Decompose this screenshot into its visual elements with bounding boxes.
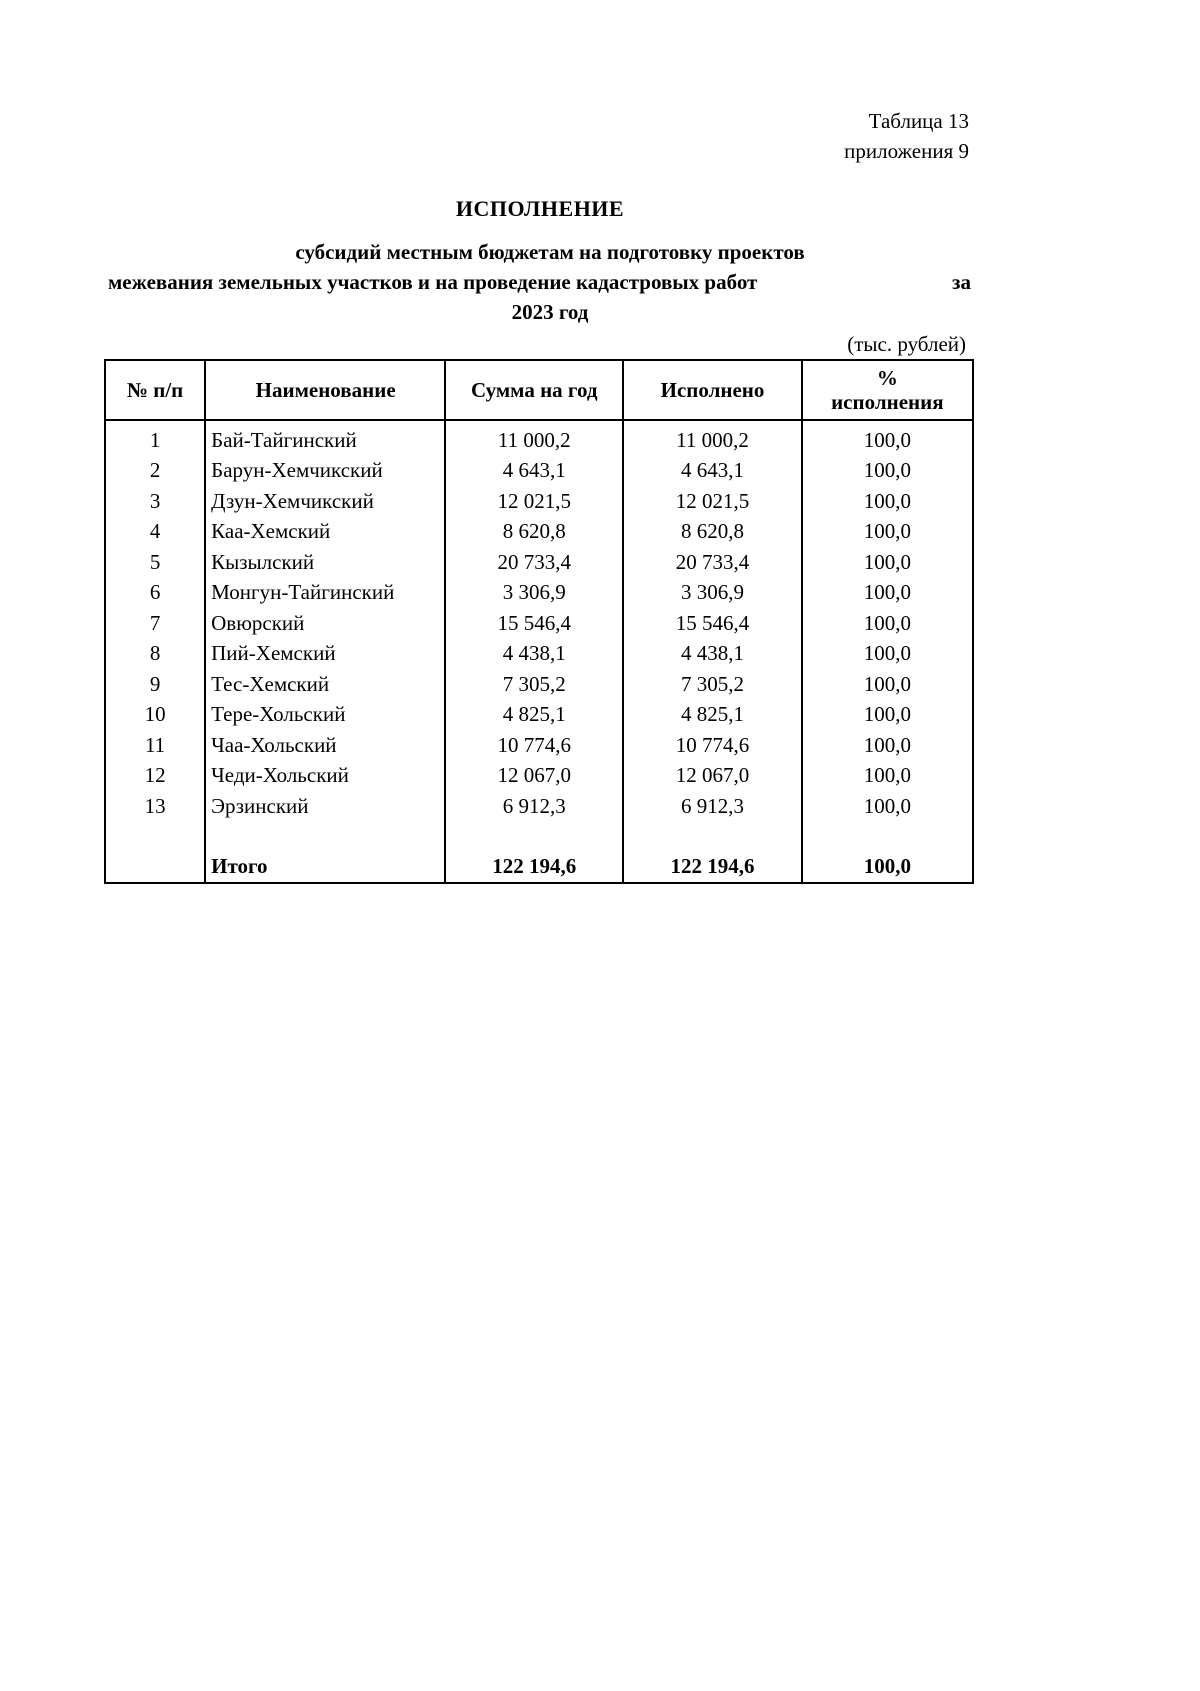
row-done: 7 305,2 [623,669,801,700]
row-done: 12 067,0 [623,761,801,792]
row-sum: 12 067,0 [445,761,623,792]
row-name: Овюрский [205,608,445,639]
row-sum: 4 643,1 [445,456,623,487]
header-number: № п/п [105,360,205,420]
row-done: 12 021,5 [623,486,801,517]
row-number: 2 [105,456,205,487]
row-done: 4 438,1 [623,639,801,670]
table-row [105,639,973,670]
row-done: 11 000,2 [623,420,801,456]
row-percent: 100,0 [802,669,973,700]
total-label: Итого [205,852,445,883]
row-number: 12 [105,761,205,792]
table-row [105,578,973,609]
row-percent: 100,0 [802,791,973,822]
header-percent [802,360,973,420]
row-sum: 3 306,9 [445,578,623,609]
subtitle-za: за [952,270,971,294]
table-row [105,420,973,456]
row-number: 6 [105,578,205,609]
table-spacer-row [105,822,973,852]
table-row [105,669,973,700]
row-name: Эрзинский [205,791,445,822]
execution-table [104,359,974,884]
table-total-row [105,852,973,883]
table-row [105,761,973,792]
header-sum: Сумма на год [445,360,623,420]
row-sum: 10 774,6 [445,730,623,761]
spacer-cell [445,822,623,852]
row-number: 4 [105,517,205,548]
row-number: 3 [105,486,205,517]
row-done: 4 825,1 [623,700,801,731]
row-sum: 11 000,2 [445,420,623,456]
row-sum: 4 438,1 [445,639,623,670]
header-name: Наименование [205,360,445,420]
row-name: Барун-Хемчикский [205,456,445,487]
row-percent: 100,0 [802,608,973,639]
table-body [105,420,973,883]
row-name: Кызылский [205,547,445,578]
document-title: ИСПОЛНЕНИЕ [455,196,625,221]
total-sum: 122 194,6 [445,852,623,883]
row-percent: 100,0 [802,578,973,609]
table-number: Таблица 13 [868,109,969,133]
row-done: 8 620,8 [623,517,801,548]
row-number: 8 [105,639,205,670]
document-subtitle-line1: субсидий местным бюджетам на подготовку проектов [295,240,805,264]
row-done: 3 306,9 [623,578,801,609]
table-row [105,547,973,578]
row-percent: 100,0 [802,547,973,578]
header-done: Исполнено [623,360,801,420]
document-reference [844,106,969,166]
table-row [105,700,973,731]
table-header-row [105,360,973,420]
table-row [105,608,973,639]
row-percent: 100,0 [802,517,973,548]
row-name: Пий-Хемский [205,639,445,670]
row-percent: 100,0 [802,486,973,517]
total-percent: 100,0 [802,852,973,883]
row-sum: 12 021,5 [445,486,623,517]
row-name: Дзун-Хемчикский [205,486,445,517]
appendix-number: приложения 9 [844,139,969,163]
row-percent: 100,0 [802,456,973,487]
row-percent: 100,0 [802,761,973,792]
table-row [105,517,973,548]
row-sum: 7 305,2 [445,669,623,700]
row-number: 13 [105,791,205,822]
row-percent: 100,0 [802,700,973,731]
unit-label: (тыс. рублей) [847,332,966,356]
row-name: Тере-Хольский [205,700,445,731]
row-done: 20 733,4 [623,547,801,578]
spacer-cell [205,822,445,852]
row-done: 10 774,6 [623,730,801,761]
row-number: 7 [105,608,205,639]
row-number: 10 [105,700,205,731]
table-row [105,486,973,517]
row-percent: 100,0 [802,420,973,456]
table-row [105,791,973,822]
row-done: 15 546,4 [623,608,801,639]
row-sum: 15 546,4 [445,608,623,639]
spacer-cell [105,822,205,852]
total-number [105,852,205,883]
row-number: 9 [105,669,205,700]
header-percent-sign: % [876,366,898,390]
row-percent: 100,0 [802,730,973,761]
row-number: 1 [105,420,205,456]
row-sum: 8 620,8 [445,517,623,548]
table-row [105,456,973,487]
row-name: Каа-Хемский [205,517,445,548]
row-name: Тес-Хемский [205,669,445,700]
document-subtitle-line2 [108,270,971,295]
spacer-cell [802,822,973,852]
row-percent: 100,0 [802,639,973,670]
total-done: 122 194,6 [623,852,801,883]
subtitle-line2-text: межевания земельных участков и на проведение кадастровых работ [108,270,758,294]
document-subtitle-year: 2023 год [511,300,589,324]
row-done: 4 643,1 [623,456,801,487]
row-sum: 6 912,3 [445,791,623,822]
row-sum: 4 825,1 [445,700,623,731]
row-number: 11 [105,730,205,761]
row-name: Бай-Тайгинский [205,420,445,456]
row-name: Чаа-Хольский [205,730,445,761]
row-number: 5 [105,547,205,578]
row-done: 6 912,3 [623,791,801,822]
row-name: Монгун-Тайгинский [205,578,445,609]
table-row [105,730,973,761]
row-name: Чеди-Хольский [205,761,445,792]
header-percent-label: исполнения [831,390,944,414]
spacer-cell [623,822,801,852]
row-sum: 20 733,4 [445,547,623,578]
